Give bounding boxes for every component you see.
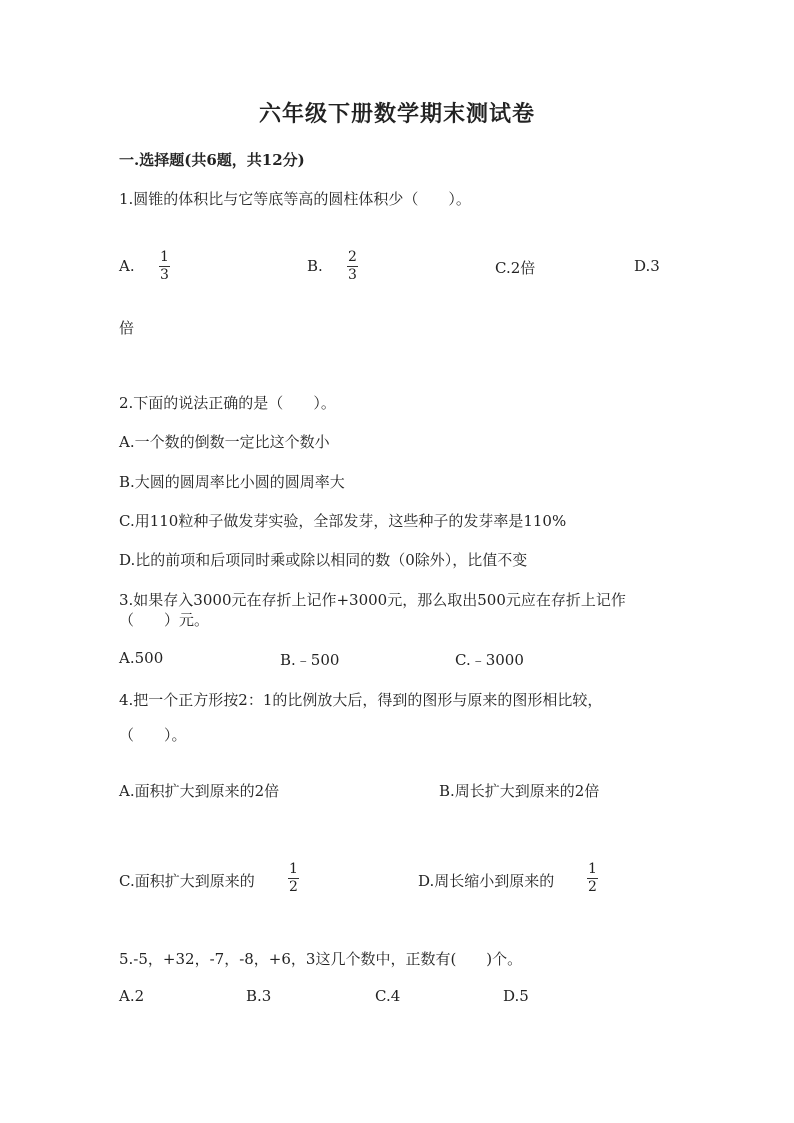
question-2-stem: 2.下面的说法正确的是（ ）。 <box>119 394 336 412</box>
q1-option-b-label: B. <box>307 257 323 275</box>
q1-option-a-fraction <box>159 250 170 283</box>
q2-option-d: D.比的前项和后项同时乘或除以相同的数（0除外），比值不变 <box>119 551 528 569</box>
question-4-stem-line2: （ ）。 <box>119 726 187 744</box>
q4-option-d: D.周长缩小到原来的 <box>418 872 555 890</box>
question-3-stem-line1: 3.如果存入3000元在存折上记作+3000元，那么取出500元应在存折上记作 <box>119 591 626 609</box>
q4-option-a: A.面积扩大到原来的2倍 <box>119 782 280 800</box>
section-heading: 一.选择题(共6题，共12分) <box>119 151 305 169</box>
question-5-stem: 5.-5，+32，-7，-8，+6，3这几个数中，正数有( )个。 <box>119 950 523 968</box>
fraction-numerator: 1 <box>588 861 597 877</box>
q4-option-c: C.面积扩大到原来的 <box>119 872 255 890</box>
question-4-stem-line1: 4.把一个正方形按2：1的比例放大后，得到的图形与原来的图形相比较， <box>119 691 603 709</box>
page-title: 六年级下册数学期末测试卷 <box>258 101 535 127</box>
q5-option-d: D.5 <box>503 987 529 1005</box>
fraction-denominator: 3 <box>348 267 357 283</box>
q4-option-b: B.周长扩大到原来的2倍 <box>439 782 600 800</box>
q1-option-c: C.2倍 <box>495 259 536 277</box>
q5-option-a: A.2 <box>119 987 145 1005</box>
fraction-denominator: 2 <box>588 879 597 895</box>
q1-option-b-fraction <box>347 250 358 283</box>
fraction-denominator: 2 <box>289 879 298 895</box>
q5-option-b: B.3 <box>246 987 272 1005</box>
fraction-denominator: 3 <box>160 267 169 283</box>
q4-option-c-fraction <box>288 862 299 895</box>
fraction-numerator: 1 <box>289 861 298 877</box>
q2-option-a: A.一个数的倒数一定比这个数小 <box>119 433 330 451</box>
q1-option-a-label: A. <box>119 257 135 275</box>
q1-option-d: D.3 <box>634 257 660 275</box>
q1-option-d-continued: 倍 <box>119 319 135 337</box>
q5-option-c: C.4 <box>375 987 401 1005</box>
question-1-stem: 1.圆锥的体积比与它等底等高的圆柱体积少（ ）。 <box>119 190 471 208</box>
fraction-numerator: 1 <box>160 249 169 265</box>
q3-option-a: A.500 <box>119 649 164 667</box>
q2-option-c: C.用110粒种子做发芽实验，全部发芽，这些种子的发芽率是110% <box>119 512 567 530</box>
fraction-numerator: 2 <box>348 249 357 265</box>
q3-option-c: C.﹣3000 <box>455 651 524 669</box>
question-3-stem-line2: （ ）元。 <box>119 611 210 629</box>
q3-option-b: B.﹣500 <box>280 651 340 669</box>
q4-option-d-fraction <box>587 862 598 895</box>
q2-option-b: B.大圆的圆周率比小圆的圆周率大 <box>119 473 345 491</box>
